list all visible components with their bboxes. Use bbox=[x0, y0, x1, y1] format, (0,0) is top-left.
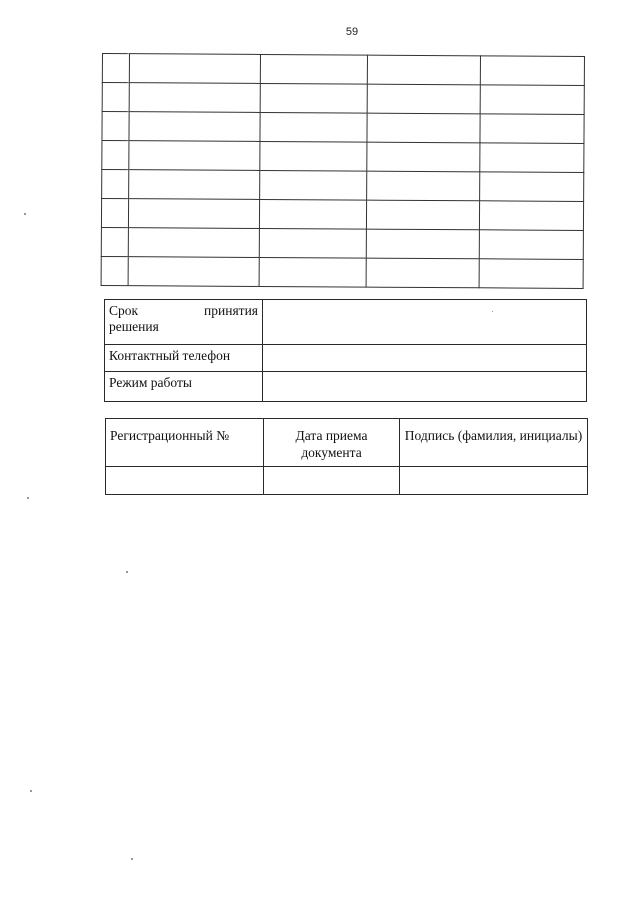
table-cell bbox=[128, 257, 259, 287]
receipt-date-value bbox=[264, 467, 400, 495]
table-cell bbox=[102, 141, 129, 170]
decision-deadline-row bbox=[105, 300, 587, 345]
table-row bbox=[102, 54, 584, 86]
info-table bbox=[104, 299, 587, 402]
table-cell bbox=[480, 230, 584, 260]
signature-value bbox=[400, 467, 588, 495]
decision-deadline-label-line-2: решения bbox=[109, 319, 159, 334]
table-cell bbox=[366, 142, 480, 172]
scan-speck bbox=[24, 213, 26, 215]
working-hours-value bbox=[263, 372, 587, 402]
table-cell bbox=[260, 170, 367, 200]
table-cell bbox=[367, 113, 481, 143]
table-cell bbox=[129, 199, 260, 229]
contact-phone-label: Контактный телефон bbox=[105, 345, 263, 372]
working-hours-row bbox=[105, 372, 587, 402]
table-cell bbox=[102, 112, 129, 141]
table-cell bbox=[260, 141, 367, 171]
table-cell bbox=[481, 56, 585, 86]
table-row bbox=[101, 227, 583, 259]
table-cell bbox=[366, 258, 480, 288]
table-row bbox=[101, 256, 583, 288]
table-cell bbox=[102, 170, 129, 199]
decision-deadline-label bbox=[105, 300, 263, 345]
table-cell bbox=[480, 114, 584, 144]
table-cell bbox=[367, 84, 481, 114]
decision-deadline-label-line-1 bbox=[109, 303, 258, 319]
table-cell bbox=[480, 143, 584, 173]
table-row bbox=[101, 199, 583, 231]
table-row bbox=[102, 83, 584, 115]
registration-value-row bbox=[106, 467, 588, 495]
table-cell bbox=[366, 200, 480, 230]
scan-speck bbox=[27, 497, 29, 499]
page-number: 59 bbox=[345, 26, 359, 38]
table-row bbox=[102, 141, 584, 173]
table-cell bbox=[260, 54, 367, 84]
table-cell bbox=[128, 228, 259, 258]
signature-header: Подпись (фамилия, инициалы) bbox=[400, 419, 588, 467]
table-cell bbox=[259, 257, 366, 287]
table-row bbox=[102, 170, 584, 202]
table-cell bbox=[129, 141, 260, 171]
table-cell bbox=[260, 83, 367, 113]
empty-grid-table bbox=[101, 53, 585, 289]
table-cell bbox=[480, 201, 584, 231]
working-hours-label: Режим работы bbox=[105, 372, 263, 402]
table-cell bbox=[259, 199, 366, 229]
decision-deadline-value bbox=[263, 300, 587, 345]
registration-header-row bbox=[106, 419, 588, 467]
table-cell bbox=[102, 54, 129, 83]
table-cell bbox=[101, 199, 128, 228]
table-cell bbox=[102, 83, 129, 112]
table-cell bbox=[480, 172, 584, 202]
table-row bbox=[102, 112, 584, 144]
table-cell bbox=[101, 227, 128, 256]
decision-deadline-label-word-1: Срок bbox=[109, 303, 139, 318]
scan-speck bbox=[131, 858, 133, 860]
empty-grid-body bbox=[101, 54, 584, 289]
table-cell bbox=[259, 228, 366, 258]
scan-speck bbox=[492, 311, 493, 312]
table-cell bbox=[366, 171, 480, 201]
scan-speck bbox=[30, 790, 32, 792]
table-cell bbox=[129, 170, 260, 200]
contact-phone-value bbox=[263, 345, 587, 372]
table-cell bbox=[480, 85, 584, 115]
table-cell bbox=[479, 259, 583, 289]
registration-table bbox=[105, 418, 588, 495]
table-cell bbox=[129, 83, 260, 113]
registration-number-header: Регистрационный № bbox=[106, 419, 264, 467]
decision-deadline-label-word-2: принятия bbox=[204, 303, 258, 318]
scan-speck bbox=[126, 571, 128, 573]
contact-phone-row bbox=[105, 345, 587, 372]
table-cell bbox=[260, 112, 367, 142]
registration-number-value bbox=[106, 467, 264, 495]
table-cell bbox=[366, 229, 480, 259]
table-cell bbox=[129, 112, 260, 142]
table-cell bbox=[367, 55, 481, 85]
table-cell bbox=[129, 54, 260, 84]
table-cell bbox=[101, 256, 128, 285]
receipt-date-header: Дата приема документа bbox=[264, 419, 400, 467]
